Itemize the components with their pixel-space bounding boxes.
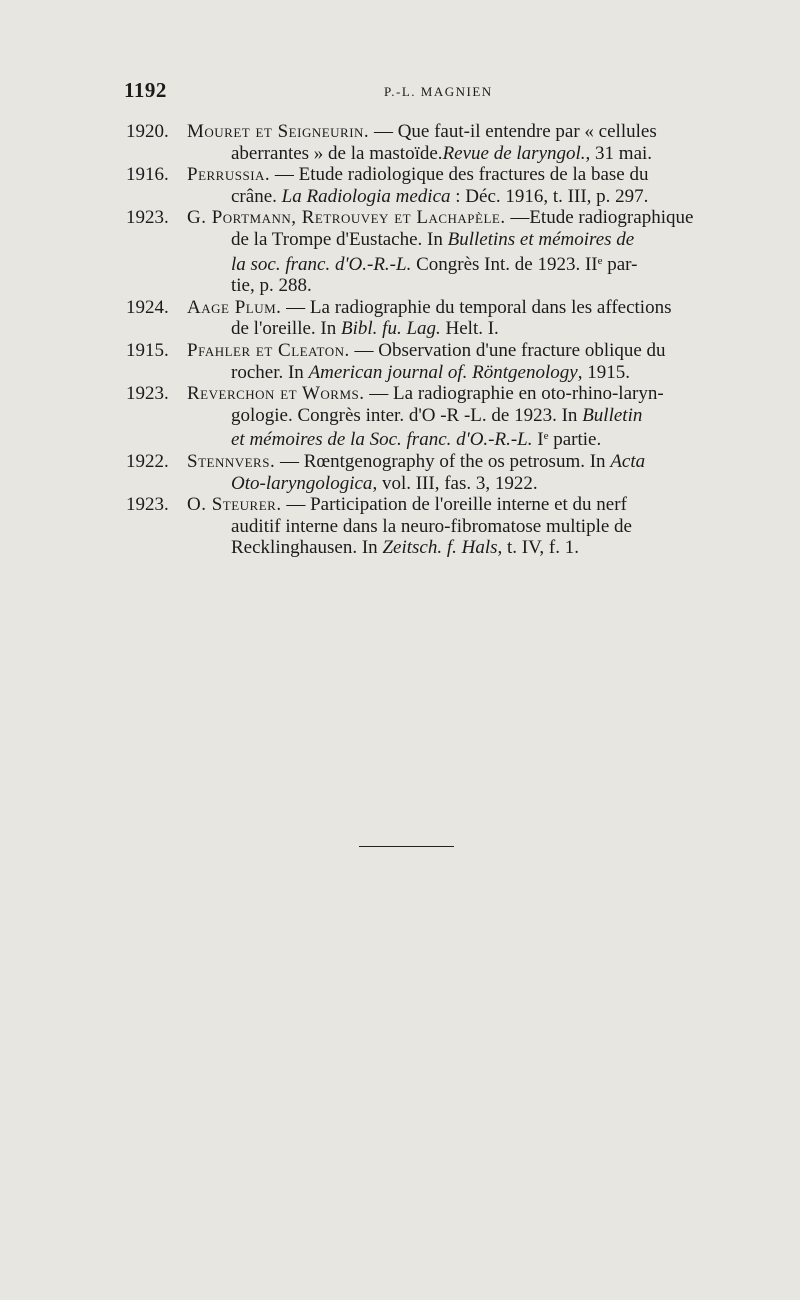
entry-year: 1923.: [126, 494, 169, 516]
entry-line: [187, 405, 754, 427]
entry-body: [187, 164, 754, 207]
entry-text: — Etude radiologique des fractures de la base du: [270, 164, 649, 186]
bibliography-entry: [0, 164, 800, 207]
entry-body: [187, 383, 754, 451]
entry-journal: Bulletins et mémoires de: [447, 228, 635, 250]
entry-journal: La Radiologia medica: [281, 185, 451, 207]
entry-line: [187, 362, 754, 384]
entry-text: gologie. Congrès inter. d'O -R -L. de 1923. In: [231, 404, 583, 426]
entry-line: [187, 121, 754, 143]
entry-year: 1924.: [126, 296, 169, 318]
entry-text: — La radiographie du temporal dans les affections: [281, 296, 672, 318]
entry-year: 1920.: [126, 121, 169, 142]
entry-journal: Bulletin: [582, 404, 643, 426]
entry-text: tie, p. 288.: [231, 275, 312, 297]
entry-line: [187, 426, 754, 451]
bibliography-entry: [0, 297, 800, 340]
entry-text: de la Trompe d'Eustache. In: [231, 228, 448, 250]
entry-text: crâne.: [231, 185, 282, 207]
entry-text: Helt. I.: [440, 318, 499, 340]
entry-text: , vol. III, fas. 3, 1922.: [372, 472, 538, 494]
bibliography-entry: [0, 383, 800, 451]
entry-text: aberrantes » de la mastoïde.: [231, 142, 443, 164]
entry-authors: Mouret et Seigneurin.: [187, 121, 370, 142]
entry-line: [187, 494, 754, 516]
entry-authors: O. Steurer.: [187, 494, 282, 516]
entry-text: — Participation de l'oreille interne et du nerf: [281, 494, 627, 516]
entry-line: [187, 186, 754, 208]
entry-body: [187, 297, 754, 340]
entry-text: , t. IV, f. 1.: [497, 537, 579, 559]
entry-line: [187, 229, 754, 251]
entry-journal: et mémoires de la Soc. franc. d'O.-R.-L.: [231, 429, 533, 451]
bibliography-list: [0, 121, 800, 559]
entry-body: [187, 207, 754, 296]
entry-text: —Etude radiographique: [505, 207, 694, 229]
entry-journal: Bibl. fu. Lag.: [341, 318, 441, 340]
entry-text: Recklinghausen. In: [231, 537, 383, 559]
entry-journal: Oto-laryngologica: [231, 472, 373, 494]
entry-year: 1915.: [126, 339, 169, 361]
entry-line: [187, 297, 754, 319]
entry-text: rocher. In: [231, 361, 309, 383]
superscript: e: [597, 254, 603, 267]
superscript: e: [543, 430, 549, 443]
entry-text: , 1915.: [577, 361, 630, 383]
entry-text: par-: [602, 253, 638, 275]
entry-text: , 31 mai.: [585, 142, 653, 164]
entry-line: [187, 318, 754, 340]
entry-text: — Rœntgenography of the os petrosum. In: [275, 450, 611, 472]
entry-journal: Revue de laryngol.: [442, 142, 586, 164]
running-head: P.-L. MAGNIEN: [384, 84, 493, 99]
entry-line: [187, 275, 754, 297]
entry-text: de l'oreille. In: [231, 318, 341, 340]
entry-text: I: [532, 429, 544, 451]
entry-year: 1923.: [126, 383, 169, 405]
entry-authors: Perrussia.: [187, 164, 271, 186]
bibliography-entry: [0, 340, 800, 383]
entry-line: [187, 473, 754, 495]
entry-text: auditif interne dans la neuro-fibromatose multiple de: [231, 515, 632, 537]
entry-body: [187, 340, 754, 383]
entry-line: [187, 383, 754, 405]
entry-year: 1916.: [126, 164, 169, 186]
page-number: 1192: [124, 78, 167, 102]
entry-text: — Que faut-il entendre par « cellules: [369, 121, 657, 142]
entry-text: Congrès Int. de 1923. II: [411, 253, 598, 275]
entry-journal: Zeitsch. f. Hals: [382, 537, 498, 559]
bibliography-entry: [0, 494, 800, 559]
entry-authors: Stennvers.: [187, 450, 276, 472]
entry-journal: la soc. franc. d'O.-R.-L.: [231, 253, 412, 275]
entry-text: : Déc. 1916, t. III, p. 297.: [450, 185, 649, 207]
entry-year: 1922.: [126, 450, 169, 472]
entry-line: [187, 451, 754, 473]
entry-journal: Acta: [610, 450, 646, 472]
page-header: [124, 78, 754, 108]
entry-text: — Observation d'une fracture oblique du: [349, 339, 666, 361]
entry-body: [187, 451, 754, 494]
entry-line: [187, 537, 754, 559]
entry-text: — La radiographie en oto-rhino-laryn-: [364, 383, 664, 405]
section-divider: [359, 846, 454, 847]
entry-authors: G. Portmann, Retrouvey et Lachapèle.: [187, 207, 506, 229]
entry-line: [187, 516, 754, 538]
entry-body: [187, 121, 754, 164]
entry-body: [187, 494, 754, 559]
bibliography-entry: [0, 451, 800, 494]
entry-journal: American journal of. Röntgenology: [308, 361, 578, 383]
entry-line: [187, 143, 754, 165]
bibliography-entry: [0, 121, 800, 164]
entry-authors: Aage Plum.: [187, 296, 282, 318]
bibliography-entry: [0, 207, 800, 296]
entry-year: 1923.: [126, 207, 169, 229]
entry-text: partie.: [548, 429, 602, 451]
entry-line: [187, 207, 754, 229]
entry-line: [187, 340, 754, 362]
entry-line: [187, 251, 754, 276]
entry-line: [187, 164, 754, 186]
entry-authors: Reverchon et Worms.: [187, 383, 365, 405]
entry-authors: Pfahler et Cleaton.: [187, 339, 350, 361]
